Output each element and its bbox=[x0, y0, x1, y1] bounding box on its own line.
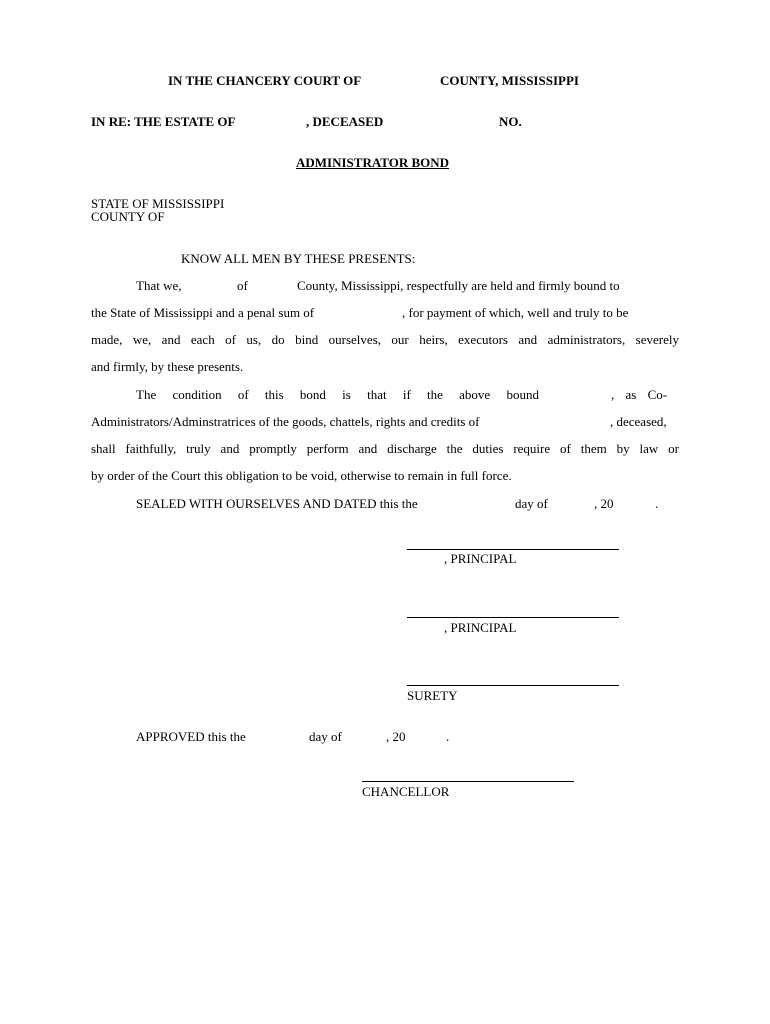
principal-1-signature-line bbox=[407, 549, 619, 550]
p2-condition: The condition of this bond is that if the above bound bbox=[136, 387, 539, 402]
principal-2-signature-line bbox=[407, 617, 619, 618]
p2-line-3: shall faithfully, truly and promptly perform and discharge the duties require of them by law or bbox=[91, 441, 679, 456]
p1-line-4: and firmly, by these presents. bbox=[91, 359, 244, 374]
venue-state: STATE OF MISSISSIPPI bbox=[91, 196, 225, 211]
estate-heading: IN RE: THE ESTATE OF bbox=[91, 114, 236, 129]
case-number-label: NO. bbox=[499, 114, 522, 129]
deceased-label: , DECEASED bbox=[306, 114, 384, 129]
sealed-year: , 20 bbox=[594, 496, 614, 511]
p2-administrators: Administrators/Adminstratrices of the goods, chattels, rights and credits of bbox=[91, 414, 480, 429]
p1-of: of bbox=[237, 278, 248, 293]
p1-payment: , for payment of which, well and truly to be bbox=[402, 305, 629, 320]
document-title: ADMINISTRATOR BOND bbox=[296, 155, 450, 170]
p1-line-3: made, we, and each of us, do bind ourselves, our heirs, executors and administrators, severely bbox=[91, 332, 679, 347]
venue-county: COUNTY OF bbox=[91, 209, 165, 224]
court-heading-right: COUNTY, MISSISSIPPI bbox=[440, 73, 579, 88]
sealed-day-of: day of bbox=[515, 496, 548, 511]
surety-signature-line bbox=[407, 685, 619, 686]
court-heading-left: IN THE CHANCERY COURT OF bbox=[168, 73, 362, 88]
surety-label: SURETY bbox=[407, 688, 458, 703]
approved-year: , 20 bbox=[386, 729, 406, 744]
approved-period: . bbox=[446, 729, 450, 744]
principal-2-label: , PRINCIPAL bbox=[444, 620, 517, 635]
chancellor-label: CHANCELLOR bbox=[362, 784, 450, 799]
principal-1-label: , PRINCIPAL bbox=[444, 551, 517, 566]
approved-text: APPROVED this the bbox=[136, 729, 246, 744]
p2-line-4: by order of the Court this obligation to be void, otherwise to remain in full force. bbox=[91, 468, 512, 483]
p1-county-text: County, Mississippi, respectfully are held and firmly bound to bbox=[297, 278, 620, 293]
p2-deceased: , deceased, bbox=[610, 414, 667, 429]
know-all-men: KNOW ALL MEN BY THESE PRESENTS: bbox=[181, 251, 416, 266]
chancellor-signature-line bbox=[362, 781, 574, 782]
approved-day-of: day of bbox=[309, 729, 342, 744]
p1-that-we: That we, bbox=[136, 278, 182, 293]
sealed-text: SEALED WITH OURSELVES AND DATED this the bbox=[136, 496, 418, 511]
p2-as-co: , as Co- bbox=[611, 387, 668, 402]
sealed-period: . bbox=[655, 496, 659, 511]
p1-penal-sum: the State of Mississippi and a penal sum of bbox=[91, 305, 315, 320]
